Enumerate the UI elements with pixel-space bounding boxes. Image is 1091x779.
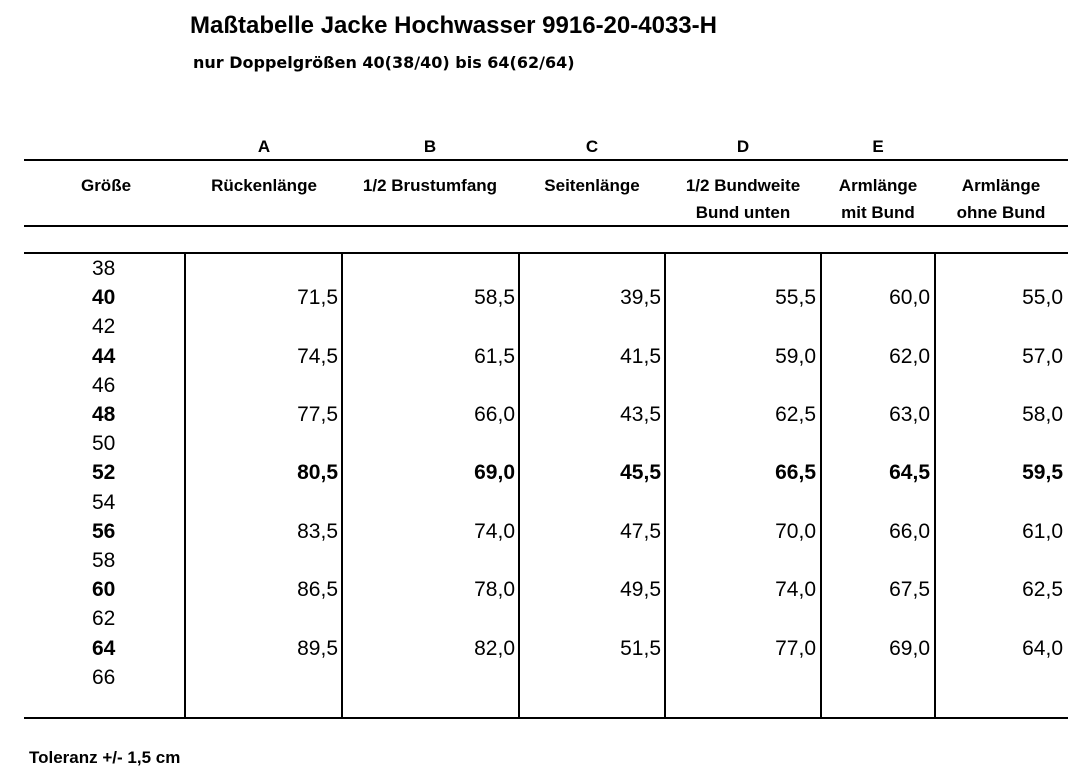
column-header: [544, 172, 639, 199]
size-cell: 38: [92, 257, 116, 280]
document-subtitle: nur Doppelgrößen 40(38/40) bis 64(62/64): [193, 53, 575, 72]
measurement-cell: 61,0: [1022, 519, 1063, 543]
measurement-cell: 59,0: [775, 344, 816, 368]
measurement-cell: 66,5: [775, 461, 816, 485]
column-header: [686, 172, 800, 226]
measurement-cell: 66,0: [889, 519, 930, 543]
measurement-cell: 45,5: [620, 461, 661, 485]
measurement-cell: 66,0: [474, 403, 515, 426]
column-letter: D: [736, 137, 750, 156]
measurement-cell: 70,0: [775, 519, 816, 543]
measurement-cell: 62,5: [1022, 578, 1063, 602]
measurement-cell: 61,5: [474, 344, 515, 368]
column-header-line: Armlänge: [838, 176, 918, 195]
measurement-cell: 55,0: [1022, 286, 1063, 310]
measurement-cell: 58,5: [474, 286, 515, 310]
column-divider: [341, 253, 343, 718]
column-header-line: 1/2 Bundweite: [685, 176, 801, 195]
measurement-cell: 83,5: [297, 519, 338, 543]
column-letter: B: [423, 137, 437, 156]
measurement-cell: 62,5: [775, 403, 816, 426]
size-cell: 50: [92, 432, 116, 456]
measurement-cell: 58,0: [1022, 403, 1063, 426]
measurement-cell: 60,0: [889, 286, 930, 310]
measurement-cell: 41,5: [620, 344, 661, 368]
column-divider: [934, 253, 936, 718]
size-cell: 64: [92, 636, 116, 660]
column-header: [957, 172, 1046, 226]
size-cell: 60: [92, 578, 116, 602]
measurement-cell: 86,5: [297, 578, 338, 602]
measurement-cell: 77,5: [297, 403, 338, 426]
table-top-rule: [24, 159, 1068, 161]
measurement-cell: 51,5: [620, 636, 661, 660]
column-divider: [184, 253, 186, 718]
measurement-cell: 71,5: [297, 286, 338, 310]
column-header-line: ohne Bund: [956, 203, 1046, 222]
measurement-cell: 74,0: [775, 578, 816, 602]
size-cell: 58: [92, 549, 116, 572]
measurement-cell: 63,0: [889, 403, 930, 426]
measurement-cell: 62,0: [889, 344, 930, 368]
column-header-line: Seitenlänge: [544, 176, 640, 195]
measurement-cell: 89,5: [297, 636, 338, 660]
column-letter: E: [872, 137, 884, 156]
column-divider: [664, 253, 666, 718]
column-header: [839, 172, 917, 226]
measurement-cell: 49,5: [620, 578, 661, 602]
measurement-cell: 47,5: [620, 519, 661, 543]
measurement-cell: 74,5: [297, 344, 338, 368]
body-top-rule: [24, 252, 1068, 254]
column-header: [81, 172, 131, 199]
size-cell: 44: [92, 344, 116, 368]
column-header: [363, 172, 497, 199]
column-divider: [518, 253, 520, 718]
column-header-line: Armlänge: [961, 176, 1041, 195]
measurement-cell: 59,5: [1022, 461, 1063, 485]
size-cell: 42: [92, 315, 116, 339]
document-title: Maßtabelle Jacke Hochwasser 9916-20-4033-H: [190, 12, 717, 39]
measurement-cell: 64,0: [1022, 636, 1063, 660]
size-cell: 40: [92, 286, 116, 310]
column-letter: C: [585, 137, 599, 156]
column-header-line: Größe: [80, 176, 132, 195]
measurement-cell: 74,0: [474, 519, 515, 543]
column-divider: [820, 253, 822, 718]
tolerance-note: Toleranz +/- 1,5 cm: [29, 748, 181, 767]
measurement-cell: 64,5: [889, 461, 930, 485]
measurement-cell: 82,0: [474, 636, 515, 660]
size-cell: 54: [92, 490, 116, 514]
measurement-cell: 67,5: [889, 578, 930, 602]
measurement-cell: 43,5: [620, 403, 661, 426]
column-header: [211, 172, 317, 199]
measurement-cell: 78,0: [474, 578, 515, 602]
measurement-cell: 80,5: [297, 461, 338, 485]
size-cell: 48: [92, 403, 116, 426]
measurement-cell: 39,5: [620, 286, 661, 310]
measurement-cell: 69,0: [474, 461, 515, 485]
measurement-cell: 69,0: [889, 636, 930, 660]
column-header-line: Rückenlänge: [211, 176, 317, 195]
column-header-line: Bund unten: [695, 203, 791, 222]
size-cell: 52: [92, 461, 116, 485]
size-cell: 62: [92, 607, 116, 631]
size-cell: 66: [92, 665, 116, 689]
measurement-cell: 55,5: [775, 286, 816, 310]
column-header-line: 1/2 Brustumfang: [362, 176, 498, 195]
measurement-cell: 77,0: [775, 636, 816, 660]
table-bottom-rule: [24, 717, 1068, 719]
column-letter: A: [257, 137, 271, 156]
column-header-line: mit Bund: [841, 203, 915, 222]
size-cell: 56: [92, 519, 116, 543]
size-cell: 46: [92, 373, 116, 397]
measurement-cell: 57,0: [1022, 344, 1063, 368]
